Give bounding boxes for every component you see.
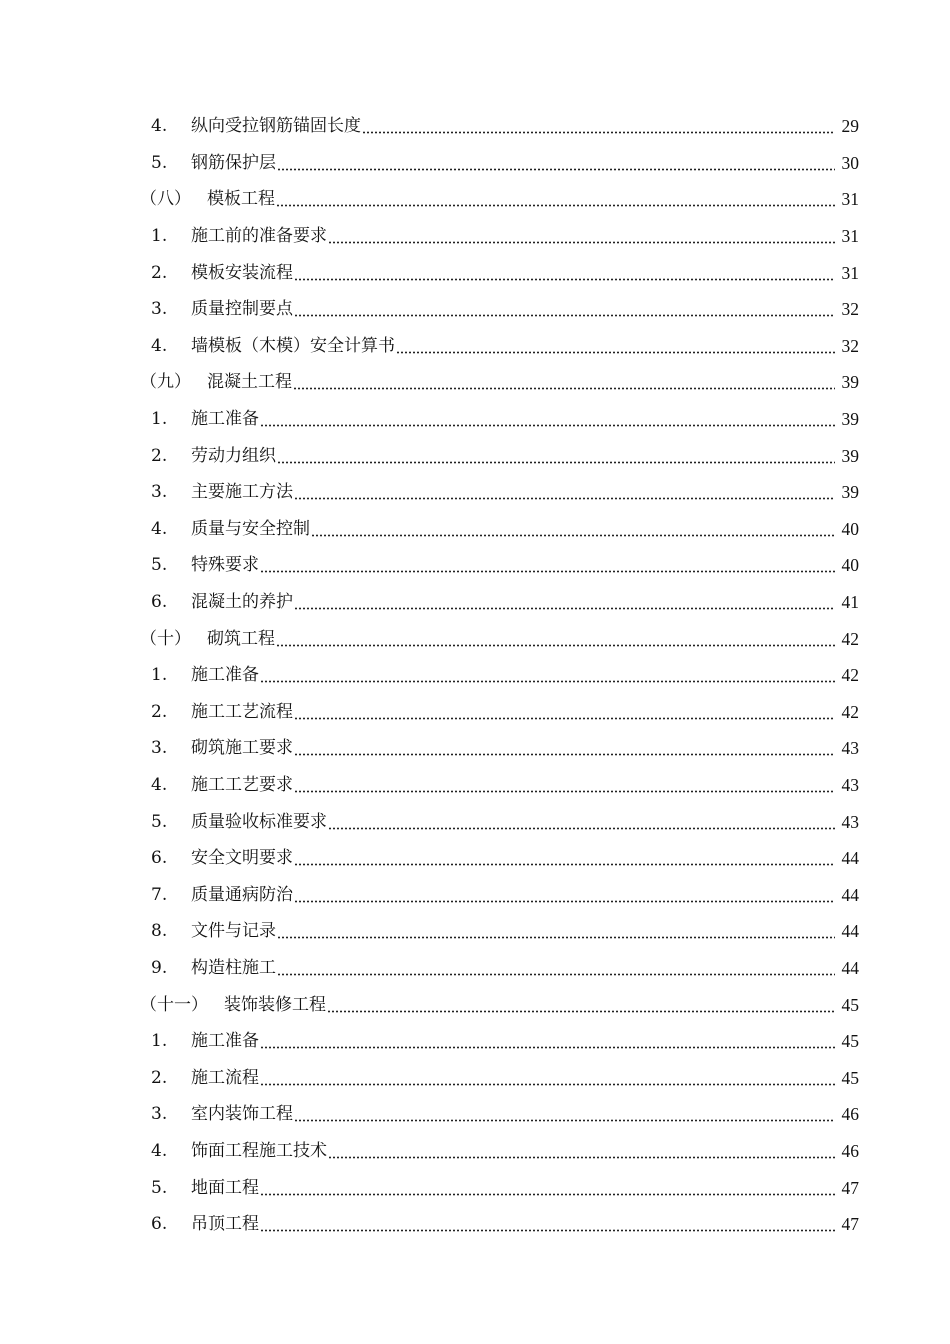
toc-entry-title: 特殊要求 [191,555,259,576]
toc-entry-title: 饰面工程施工技术 [191,1140,327,1161]
toc-page-number: 44 [841,957,859,978]
toc-page-number: 40 [841,555,859,576]
toc-entry-number: 4. [151,518,168,539]
toc-dot-leader [294,482,835,502]
toc-entry-number: 1. [151,409,168,430]
toc-entry-number: 9. [151,957,168,978]
toc-page-number: 42 [841,628,859,649]
toc-entry-title: 砌筑施工要求 [191,738,293,759]
toc-entry-title: 施工工艺流程 [191,701,293,722]
toc-page-number: 32 [841,335,859,356]
toc-entry-number: （十） [140,628,191,649]
toc-dot-leader [294,592,835,612]
toc-entry-number: 4. [151,1140,168,1161]
toc-page-number: 44 [841,921,859,942]
toc-entry-title: 混凝土工程 [207,372,292,393]
toc-entry-title: 混凝土的养护 [191,592,293,613]
toc-entry-number: 8. [151,921,168,942]
toc-page-number: 29 [841,116,859,137]
toc-dot-leader [294,299,835,319]
table-of-contents [0,108,950,1242]
toc-dot-leader [294,738,835,758]
toc-entry-title: 墙模板（木模）安全计算书 [191,335,395,356]
toc-entry-number: 1. [151,1031,168,1052]
toc-subsection-entry[interactable] [0,767,950,804]
toc-dot-leader [277,153,835,173]
toc-entry-number: （八） [140,189,191,210]
toc-dot-leader [294,1104,835,1124]
toc-entry-number: 1. [151,226,168,247]
toc-subsection-entry[interactable] [0,474,950,511]
toc-entry-number: 7. [151,884,168,905]
toc-subsection-entry[interactable] [0,803,950,840]
toc-dot-leader [294,848,835,868]
toc-dot-leader [294,885,835,905]
toc-subsection-entry[interactable] [0,1206,950,1243]
toc-page-number: 44 [841,884,859,905]
toc-page-number: 39 [841,482,859,503]
toc-dot-leader [276,629,835,649]
toc-page-number: 42 [841,701,859,722]
toc-page-number: 43 [841,774,859,795]
toc-subsection-entry[interactable] [0,657,950,694]
toc-page-number: 31 [841,189,859,210]
toc-dot-leader [277,446,835,466]
toc-dot-leader [260,1178,835,1198]
toc-entry-title: 构造柱施工 [191,957,276,978]
toc-subsection-entry[interactable] [0,145,950,182]
toc-entry-number: 4. [151,774,168,795]
toc-dot-leader [311,519,835,539]
toc-subsection-entry[interactable] [0,1059,950,1096]
toc-page-number: 40 [841,518,859,539]
toc-dot-leader [260,555,835,575]
toc-subsection-entry[interactable] [0,254,950,291]
toc-entry-title: 砌筑工程 [207,628,275,649]
toc-page-number: 43 [841,811,859,832]
toc-entry-number: 2. [151,445,168,466]
toc-dot-leader [277,921,835,941]
toc-entry-number: 5. [151,555,168,576]
toc-subsection-entry[interactable] [0,694,950,731]
toc-dot-leader [327,995,835,1015]
toc-entry-title: 文件与记录 [191,921,276,942]
toc-entry-title: 吊顶工程 [191,1214,259,1235]
toc-entry-title: 质量控制要点 [191,299,293,320]
toc-subsection-entry[interactable] [0,291,950,328]
toc-section-entry[interactable] [0,181,950,218]
toc-dot-leader [294,702,835,722]
toc-dot-leader [294,263,835,283]
toc-entry-number: （十一） [140,994,208,1015]
toc-dot-leader [276,189,835,209]
toc-entry-title: 施工准备 [191,1031,259,1052]
toc-page-number: 31 [841,226,859,247]
toc-entry-title: 质量与安全控制 [191,518,310,539]
toc-entry-number: 6. [151,592,168,613]
toc-entry-title: 装饰装修工程 [224,994,326,1015]
toc-page-number: 30 [841,152,859,173]
toc-subsection-entry[interactable] [0,584,950,621]
toc-page-number: 44 [841,848,859,869]
toc-dot-leader [328,226,835,246]
toc-subsection-entry[interactable] [0,730,950,767]
toc-entry-number: 3. [151,738,168,759]
toc-entry-number: 4. [151,116,168,137]
toc-subsection-entry[interactable] [0,1169,950,1206]
toc-page-number: 42 [841,665,859,686]
toc-section-entry[interactable] [0,364,950,401]
toc-subsection-entry[interactable] [0,547,950,584]
toc-subsection-entry[interactable] [0,1023,950,1060]
toc-subsection-entry[interactable] [0,1133,950,1170]
toc-dot-leader [328,812,835,832]
toc-entry-number: 1. [151,665,168,686]
toc-dot-leader [293,372,835,392]
toc-section-entry[interactable] [0,986,950,1023]
toc-subsection-entry[interactable] [0,437,950,474]
toc-page-number: 47 [841,1177,859,1198]
toc-entry-title: 质量通病防治 [191,884,293,905]
toc-dot-leader [260,409,835,429]
toc-entry-title: 室内装饰工程 [191,1104,293,1125]
toc-page-number: 32 [841,299,859,320]
toc-entry-number: 3. [151,482,168,503]
toc-page-number: 45 [841,1031,859,1052]
toc-page-number: 39 [841,372,859,393]
toc-entry-number: 3. [151,299,168,320]
toc-page-number: 41 [841,592,859,613]
toc-entry-title: 施工准备 [191,665,259,686]
toc-subsection-entry[interactable] [0,840,950,877]
toc-subsection-entry[interactable] [0,913,950,950]
toc-entry-title: 安全文明要求 [191,848,293,869]
toc-entry-number: 5. [151,1177,168,1198]
toc-entry-number: 6. [151,1214,168,1235]
toc-page-number: 46 [841,1140,859,1161]
toc-subsection-entry[interactable] [0,108,950,145]
toc-subsection-entry[interactable] [0,1096,950,1133]
toc-dot-leader [277,958,835,978]
toc-subsection-entry[interactable] [0,950,950,987]
toc-page-number: 43 [841,738,859,759]
toc-page-number: 39 [841,445,859,466]
toc-subsection-entry[interactable] [0,218,950,255]
toc-page-number: 46 [841,1104,859,1125]
toc-dot-leader [260,665,835,685]
toc-entry-title: 主要施工方法 [191,482,293,503]
toc-entry-number: 5. [151,811,168,832]
toc-page-number: 39 [841,409,859,430]
toc-entry-number: 3. [151,1104,168,1125]
toc-entry-title: 施工准备 [191,409,259,430]
toc-entry-title: 纵向受拉钢筋锚固长度 [191,116,361,137]
toc-page-number: 47 [841,1214,859,1235]
toc-subsection-entry[interactable] [0,876,950,913]
toc-page-number: 45 [841,994,859,1015]
toc-entry-title: 钢筋保护层 [191,152,276,173]
toc-entry-title: 施工工艺要求 [191,774,293,795]
toc-subsection-entry[interactable] [0,511,950,548]
toc-entry-number: 2. [151,1067,168,1088]
toc-dot-leader [362,116,835,136]
toc-entry-title: 质量验收标准要求 [191,811,327,832]
toc-dot-leader [260,1214,835,1234]
toc-page-number: 45 [841,1067,859,1088]
toc-dot-leader [396,336,835,356]
toc-entry-title: 模板工程 [207,189,275,210]
toc-entry-number: 6. [151,848,168,869]
toc-page-number: 31 [841,262,859,283]
toc-dot-leader [260,1068,835,1088]
toc-dot-leader [260,1031,835,1051]
toc-entry-title: 施工流程 [191,1067,259,1088]
toc-entry-number: （九） [140,372,191,393]
toc-entry-number: 2. [151,701,168,722]
toc-section-entry[interactable] [0,620,950,657]
toc-entry-title: 模板安装流程 [191,262,293,283]
toc-entry-number: 2. [151,262,168,283]
toc-dot-leader [294,775,835,795]
toc-entry-title: 施工前的准备要求 [191,226,327,247]
toc-entry-title: 劳动力组织 [191,445,276,466]
toc-subsection-entry[interactable] [0,328,950,365]
toc-dot-leader [328,1141,835,1161]
toc-entry-number: 4. [151,335,168,356]
toc-entry-number: 5. [151,152,168,173]
toc-subsection-entry[interactable] [0,401,950,438]
toc-entry-title: 地面工程 [191,1177,259,1198]
